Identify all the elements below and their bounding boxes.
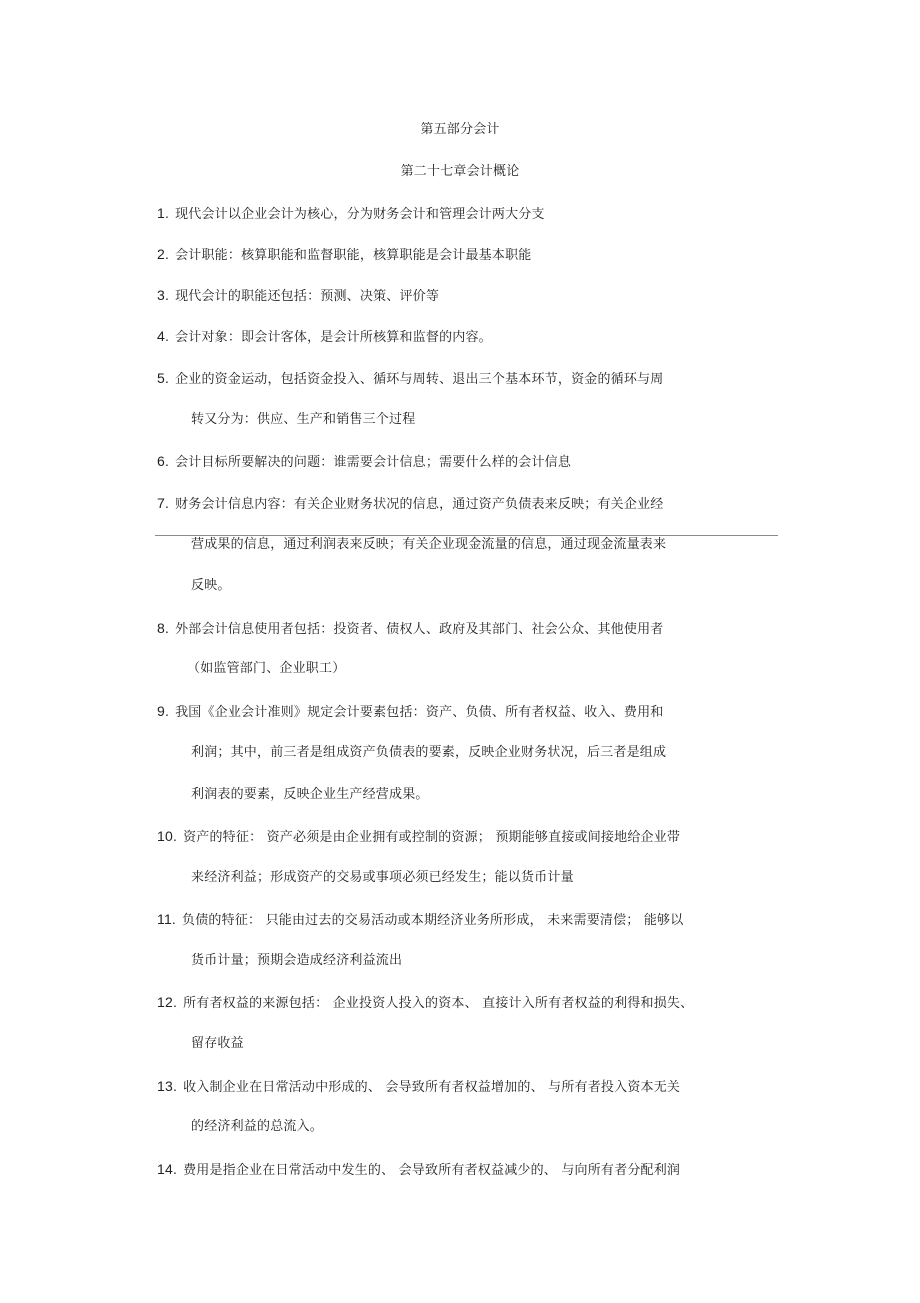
list-item [157,1161,680,1179]
list-item [157,287,439,305]
list-item [157,205,545,223]
item-continuation: 利润；其中，前三者是组成资产负债表的要素，反映企业财务状况，后三者是组成 [191,745,667,760]
item-number: 14. [157,1161,178,1177]
item-continuation: 利润表的要素，反映企业生产经营成果。 [191,787,429,802]
item-continuation: （如监管部门、企业职工） [187,661,346,676]
list-item [157,620,663,638]
item-text: 收入制企业在日常活动中形成的、 会导致所有者权益增加的、 与所有者投入资本无关 [183,1080,681,1095]
item-number: 11. [157,911,177,927]
item-number: 4. [157,328,170,344]
item-text: 现代会计以企业会计为核心，分为财务会计和管理会计两大分支 [175,207,545,222]
item-text: 所有者权益的来源包括： 企业投资人投入的资本、 直接计入所有者权益的利得和损失、 [183,996,694,1011]
list-item [157,703,663,721]
list-item [157,246,531,264]
item-number: 6. [157,453,170,469]
part-title: 第五部分会计 [420,122,500,137]
item-number: 9. [157,703,170,719]
item-text: 费用是指企业在日常活动中发生的、 会导致所有者权益减少的、 与向所有者分配利润 [183,1163,681,1178]
item-text: 财务会计信息内容：有关企业财务状况的信息，通过资产负债表来反映；有关企业经 [175,497,664,512]
list-item [157,911,683,929]
item-number: 12. [157,994,178,1010]
item-text: 会计目标所要解决的问题：谁需要会计信息；需要什么样的会计信息 [175,455,572,470]
item-number: 5. [157,370,170,386]
item-number: 3. [157,287,170,303]
list-item [157,828,680,846]
item-continuation: 货币计量；预期会造成经济利益流出 [191,953,403,968]
item-continuation: 来经济利益；形成资产的交易或事项必须已经发生；能以货币计量 [191,870,574,885]
item-number: 13. [157,1078,178,1094]
item-continuation: 反映。 [191,578,231,593]
chapter-title: 第二十七章会计概论 [400,164,520,179]
item-continuation: 转又分为：供应、生产和销售三个过程 [191,412,416,427]
horizontal-rule [155,535,778,536]
list-item [157,1078,680,1096]
item-number: 8. [157,620,170,636]
list-item [157,370,663,388]
item-text: 企业的资金运动，包括资金投入、循环与周转、退出三个基本环节，资金的循环与周 [175,372,664,387]
list-item [157,328,492,346]
item-continuation: 营成果的信息，通过利润表来反映；有关企业现金流量的信息，通过现金流量表来 [191,537,667,552]
list-item [157,495,663,513]
list-item [157,994,693,1012]
item-text: 资产的特征： 资产必须是由企业拥有或控制的资源； 预期能够直接或间接地给企业带 [183,830,681,845]
item-number: 2. [157,246,170,262]
item-text: 我国《企业会计准则》规定会计要素包括：资产、负债、所有者权益、收入、费用和 [175,705,664,720]
item-continuation: 的经济利益的总流入。 [191,1119,324,1134]
item-text: 负债的特征： 只能由过去的交易活动或本期经济业务所形成， 未来需要清偿； 能够以 [182,913,684,928]
item-number: 7. [157,495,170,511]
item-number: 10. [157,828,178,844]
item-text: 现代会计的职能还包括：预测、决策、评价等 [175,289,440,304]
item-text: 会计职能：核算职能和监督职能，核算职能是会计最基本职能 [175,248,532,263]
item-number: 1. [157,205,170,221]
item-text: 外部会计信息使用者包括：投资者、债权人、政府及其部门、社会公众、其他使用者 [175,622,664,637]
item-text: 会计对象：即会计客体，是会计所核算和监督的内容。 [175,330,492,345]
list-item [157,453,571,471]
item-continuation: 留存收益 [191,1036,244,1051]
